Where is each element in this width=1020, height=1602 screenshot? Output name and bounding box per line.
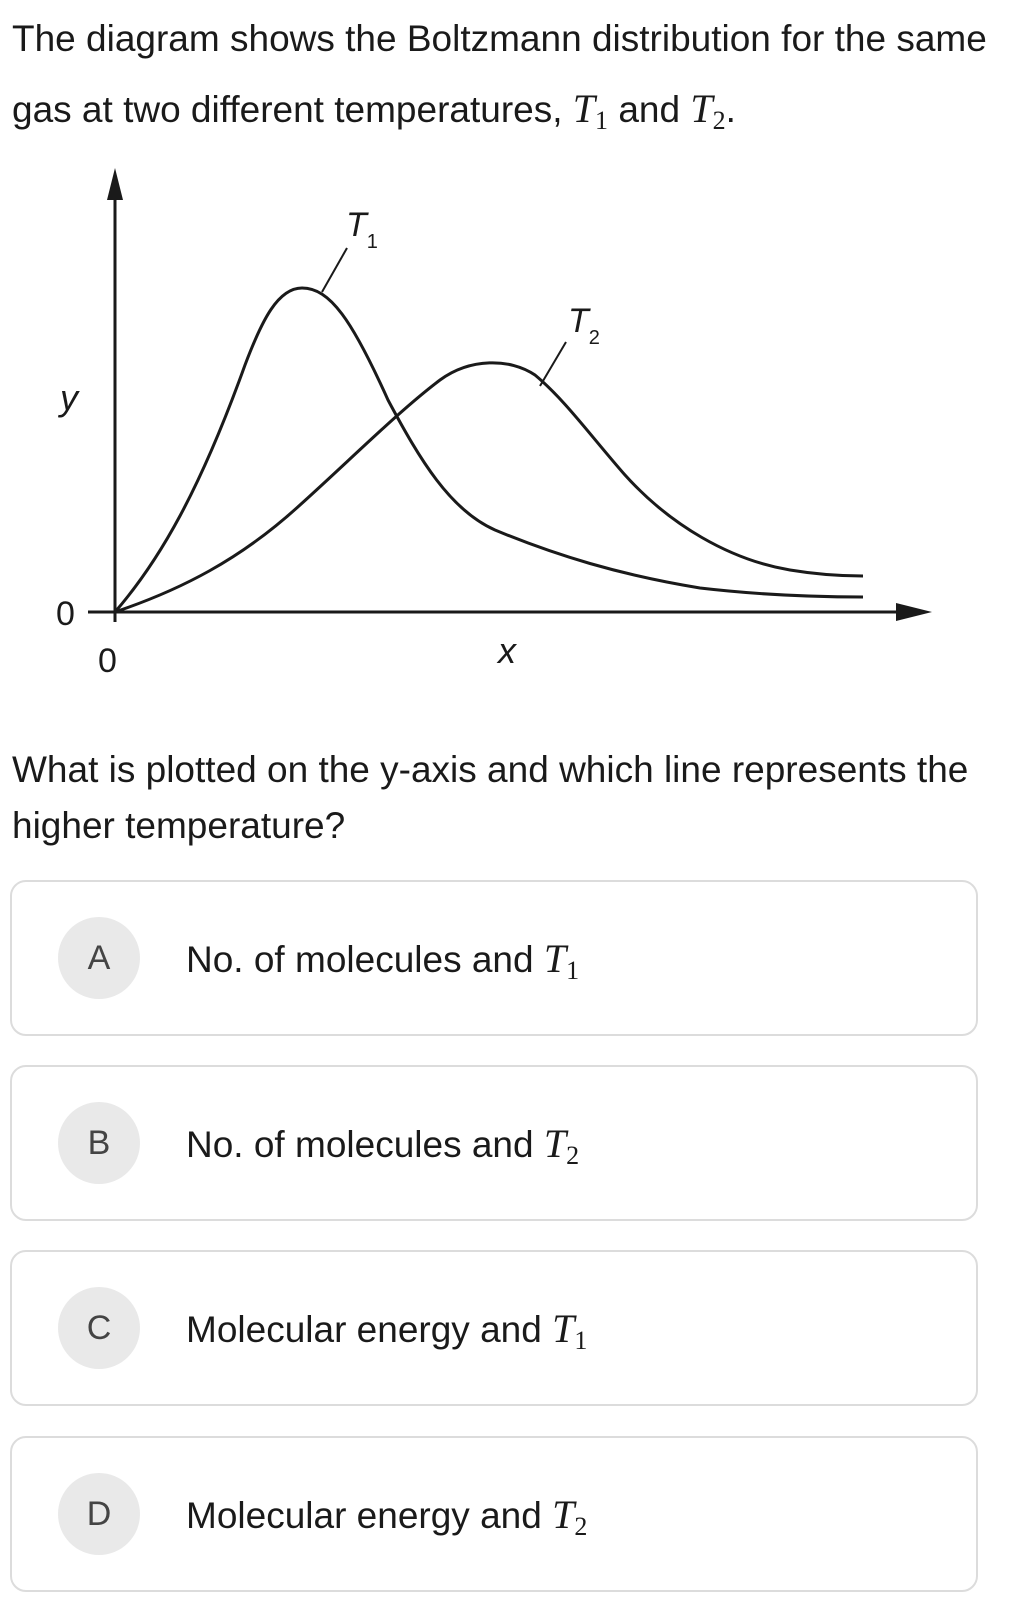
intro-end: . xyxy=(725,89,736,130)
curve-t2 xyxy=(115,363,863,612)
y-zero-label: 0 xyxy=(56,595,75,633)
option-b-text: No. of molecules and $T_2$ xyxy=(186,1120,580,1170)
option-d[interactable] xyxy=(10,1436,978,1592)
x-zero-label: 0 xyxy=(98,642,117,680)
question-intro xyxy=(12,4,1002,145)
x-axis-label: x xyxy=(498,630,516,671)
curve-t2-label: $T_2$ xyxy=(568,302,600,349)
intro-t1: $T_1$ xyxy=(572,86,609,135)
option-c-badge: C xyxy=(58,1287,140,1369)
option-a-text: No. of molecules and $T_1$ xyxy=(186,935,580,985)
t1-leader xyxy=(322,248,347,292)
curve-t1 xyxy=(115,288,863,612)
option-a[interactable] xyxy=(10,880,978,1036)
option-c[interactable] xyxy=(10,1250,978,1406)
option-d-badge: D xyxy=(58,1473,140,1555)
option-b[interactable] xyxy=(10,1065,978,1221)
option-b-badge: B xyxy=(58,1102,140,1184)
t2-leader xyxy=(540,342,566,386)
intro-text: The diagram shows the Boltzmann distribution for the same gas at two different temperatures, xyxy=(12,18,987,130)
y-axis-label: y xyxy=(60,377,78,418)
boltzmann-diagram xyxy=(0,160,1000,720)
intro-t2: $T_2$ xyxy=(690,86,726,135)
option-c-text: Molecular energy and $T_1$ xyxy=(186,1305,588,1355)
y-axis-arrow xyxy=(107,168,123,200)
option-d-text: Molecular energy and $T_2$ xyxy=(186,1491,588,1541)
intro-connector: and xyxy=(618,89,681,130)
x-axis-arrow xyxy=(896,603,932,621)
curve-t1-label: $T_1$ xyxy=(346,206,378,253)
question-text: What is plotted on the y-axis and which line represents the higher temperature? xyxy=(12,749,969,846)
option-a-badge: A xyxy=(58,917,140,999)
